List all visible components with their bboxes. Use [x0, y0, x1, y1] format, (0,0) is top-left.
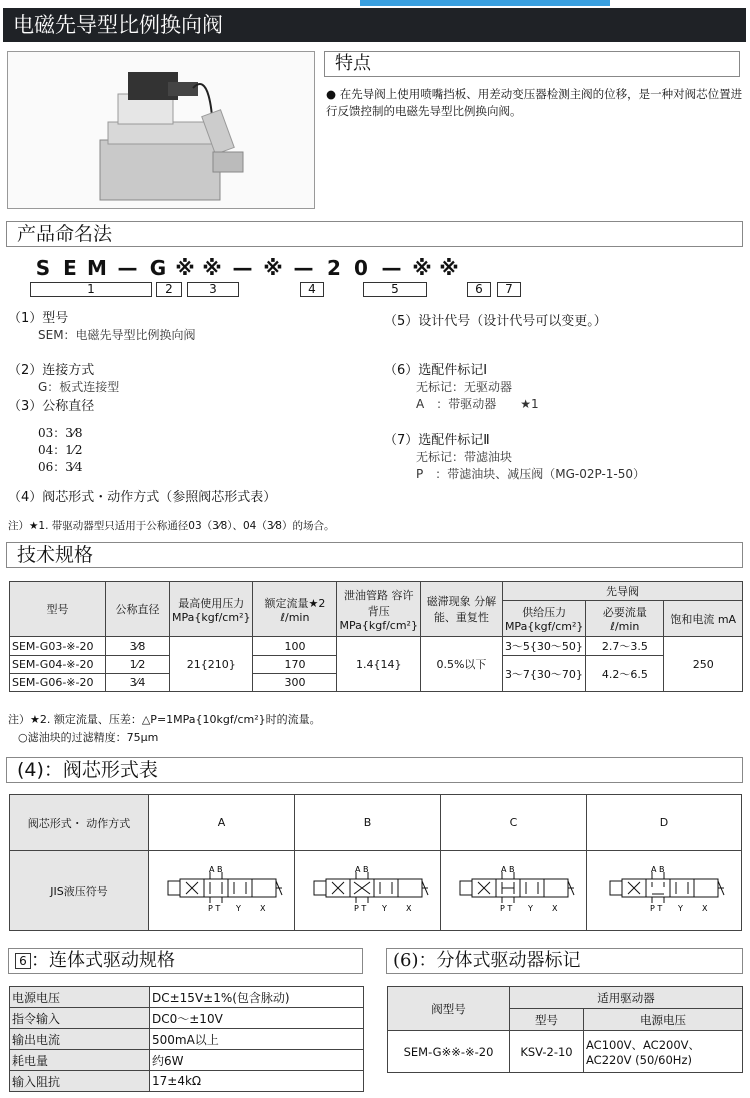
spec-hyst: 0.5%以下	[420, 637, 502, 692]
sep-title: (6)：分体式驱动器标记	[386, 948, 743, 974]
features-text: ● 在先导阀上使用喷嘴挡板、用差动变压器检测主阀的位移，是一种对阀芯位置进行反馈控制的电磁先导型比例换向阀。	[326, 87, 743, 118]
spool-row-label: JIS液压符号	[10, 851, 149, 931]
spec-supply-2: 3～7{30～70}	[502, 656, 585, 692]
hdr-supply: 供给压力 MPa{kgf/cm²}	[502, 601, 585, 637]
sep-h-drv: 适用驱动器	[510, 987, 743, 1009]
sep-table	[387, 986, 743, 1073]
code-char: —	[232, 256, 254, 280]
naming-item-1	[8, 310, 196, 344]
spec-note-2: ○滤油块的过滤精度：75μm	[18, 731, 159, 744]
svg-text:X: X	[551, 904, 557, 912]
naming-item-line: 无标记：无驱动器	[416, 380, 513, 394]
code-char: ※	[263, 256, 284, 280]
naming-box-3: 3	[187, 282, 239, 297]
spool-title: (4)：阀芯形式表	[6, 757, 743, 783]
svg-text:X: X	[702, 904, 708, 912]
code-char: 0	[354, 256, 369, 280]
sep-h-model: 阀型号	[388, 987, 510, 1031]
driver-key: 指令输入	[10, 1008, 150, 1029]
spec-supply-1: 3～5{30～50}	[502, 637, 585, 656]
code-char: —	[381, 256, 403, 280]
naming-box-4: 4	[300, 282, 324, 297]
driver-val: 17±4kΩ	[150, 1071, 364, 1092]
naming-item-head: （1）型号	[8, 311, 69, 326]
svg-text:P T: P T	[207, 904, 220, 912]
naming-item-6	[384, 362, 539, 413]
spec-row-flow: 300	[253, 674, 337, 692]
code-char: ※	[412, 256, 433, 280]
naming-item-head: （2）连接方式	[8, 363, 95, 378]
symbol-b	[295, 851, 441, 931]
hdr-model: 型号	[10, 582, 106, 637]
naming-item-head: （7）选配件标记Ⅱ	[384, 433, 490, 448]
naming-item-head: （6）选配件标记Ⅰ	[384, 363, 488, 378]
driver-key: 耗电量	[10, 1050, 150, 1071]
driver-title-text: ：连体式驱动规格	[31, 950, 175, 971]
symbol-a	[149, 851, 295, 931]
spec-sat: 250	[664, 637, 743, 692]
naming-box-6: 6	[467, 282, 491, 297]
hdr-size: 公称直径	[106, 582, 170, 637]
banner-fragment	[360, 0, 610, 6]
code-char: 2	[327, 256, 342, 280]
naming-item-line: 04：1⁄2	[38, 443, 83, 457]
naming-item-4: （4）阀芯形式・动作方式（参照阀芯形式表）	[8, 490, 277, 505]
spool-table	[9, 794, 742, 931]
spec-row-size: 3⁄8	[106, 637, 170, 656]
svg-text:P T: P T	[650, 904, 663, 912]
svg-text:P T: P T	[499, 904, 512, 912]
naming-item-line: G：板式连接型	[38, 380, 120, 394]
hdr-pmax: 最高使用压力 MPa{kgf/cm²}	[170, 582, 253, 637]
features-title: 特点	[324, 51, 740, 77]
code-char: ※	[202, 256, 223, 280]
svg-text:X: X	[259, 904, 265, 912]
spec-row-flow: 100	[253, 637, 337, 656]
naming-item-line: P ：带滤油块、减压阀（MG-02P-1-50）	[416, 467, 646, 481]
naming-box-1: 1	[30, 282, 152, 297]
spool-type-a: A	[149, 795, 295, 851]
spec-table	[9, 581, 743, 692]
naming-item-head: （3）公称直径	[8, 399, 95, 414]
naming-note: 注）★1. 带驱动器型只适用于公称通径03（3⁄8）、04（3⁄8）的场合。	[8, 520, 335, 532]
naming-item-2	[8, 362, 119, 396]
sep-volt: AC100V、AC200V、AC220V (50/60Hz)	[584, 1031, 743, 1073]
code-char: E	[63, 256, 78, 280]
hdr-need: 必要流量 ℓ/min	[586, 601, 664, 637]
hdr-sat: 饱和电流 mA	[664, 601, 743, 637]
symbol-d	[587, 851, 742, 931]
spec-row-flow: 170	[253, 656, 337, 674]
hdr-flow: 额定流量★2 ℓ/min	[253, 582, 337, 637]
naming-title: 产品命名法	[6, 221, 743, 247]
driver-title	[8, 948, 363, 974]
spool-type-c: C	[441, 795, 587, 851]
spec-row-model: SEM-G06-※-20	[10, 674, 106, 692]
svg-text:A B: A B	[354, 866, 369, 874]
hydraulic-symbol-icon	[160, 866, 284, 912]
features-section	[324, 51, 744, 120]
naming-item-5: （5）设计代号（设计代号可以变更。）	[384, 314, 607, 329]
hdr-hyst: 磁滞现象 分解能、重复性	[420, 582, 502, 637]
naming-item-3	[8, 398, 94, 476]
code-char: G	[149, 256, 168, 280]
spec-row-model: SEM-G03-※-20	[10, 637, 106, 656]
spec-need-1: 2.7～3.5	[586, 637, 664, 656]
naming-item-7	[384, 432, 645, 483]
naming-box-7: 7	[497, 282, 521, 297]
driver-val: 约6W	[150, 1050, 364, 1071]
driver-badge: 6	[15, 953, 31, 969]
symbol-c	[441, 851, 587, 931]
naming-item-line: SEM：电磁先导型比例换向阀	[38, 328, 196, 342]
code-char: —	[293, 256, 315, 280]
sep-h-type: 型号	[510, 1009, 584, 1031]
spec-row-size: 3⁄4	[106, 674, 170, 692]
spec-need-2: 4.2～6.5	[586, 656, 664, 692]
svg-text:X: X	[405, 904, 411, 912]
naming-item-line: 03：3⁄8	[38, 426, 83, 440]
driver-key: 输出电流	[10, 1029, 150, 1050]
driver-val: DC0～±10V	[150, 1008, 364, 1029]
naming-item-line: 06：3⁄4	[38, 460, 83, 474]
page-title: 电磁先导型比例换向阀	[3, 8, 746, 42]
naming-box-5: 5	[363, 282, 427, 297]
spec-row-size: 1⁄2	[106, 656, 170, 674]
hdr-pilot: 先导阀	[502, 582, 742, 601]
product-photo	[7, 51, 315, 209]
spec-title: 技术规格	[6, 542, 743, 568]
driver-table	[9, 986, 364, 1092]
spec-drain: 1.4{14}	[337, 637, 420, 692]
sep-type: KSV-2-10	[510, 1031, 584, 1073]
naming-item-line: A ：带驱动器 ★1	[416, 397, 539, 411]
naming-code	[30, 256, 463, 280]
svg-text:A B: A B	[500, 866, 515, 874]
svg-text:P T: P T	[353, 904, 366, 912]
hydraulic-symbol-icon	[306, 866, 430, 912]
spool-type-b: B	[295, 795, 441, 851]
code-char: M	[87, 256, 108, 280]
spool-type-d: D	[587, 795, 742, 851]
svg-text:Y: Y	[381, 904, 387, 912]
code-char: S	[35, 256, 52, 280]
hydraulic-symbol-icon	[452, 866, 576, 912]
driver-key: 电源电压	[10, 987, 150, 1008]
code-char: —	[117, 256, 139, 280]
naming-item-line: 无标记：带滤油块	[416, 450, 513, 464]
svg-text:A B: A B	[651, 866, 665, 874]
spec-row-model: SEM-G04-※-20	[10, 656, 106, 674]
sep-h-volt: 电源电压	[584, 1009, 743, 1031]
svg-text:A B: A B	[208, 866, 223, 874]
spec-pmax: 21{210}	[170, 637, 253, 692]
driver-val: DC±15V±1%(包含脉动)	[150, 987, 364, 1008]
spool-hdr: 阀芯形式・ 动作方式	[10, 795, 149, 851]
code-char: ※	[439, 256, 460, 280]
driver-key: 输入阻抗	[10, 1071, 150, 1092]
svg-text:Y: Y	[235, 904, 241, 912]
svg-text:Y: Y	[678, 904, 683, 912]
spec-note-1: 注）★2. 额定流量、压差：△P=1MPa{10kgf/cm²}时的流量。	[8, 713, 321, 726]
code-char: ※	[175, 256, 196, 280]
hdr-drain: 泄油管路 容许背压 MPa{kgf/cm²}	[337, 582, 420, 637]
svg-text:Y: Y	[527, 904, 533, 912]
naming-box-2: 2	[156, 282, 182, 297]
driver-val: 500mA以上	[150, 1029, 364, 1050]
sep-model: SEM-G※※-※-20	[388, 1031, 510, 1073]
hydraulic-symbol-icon	[602, 866, 726, 912]
